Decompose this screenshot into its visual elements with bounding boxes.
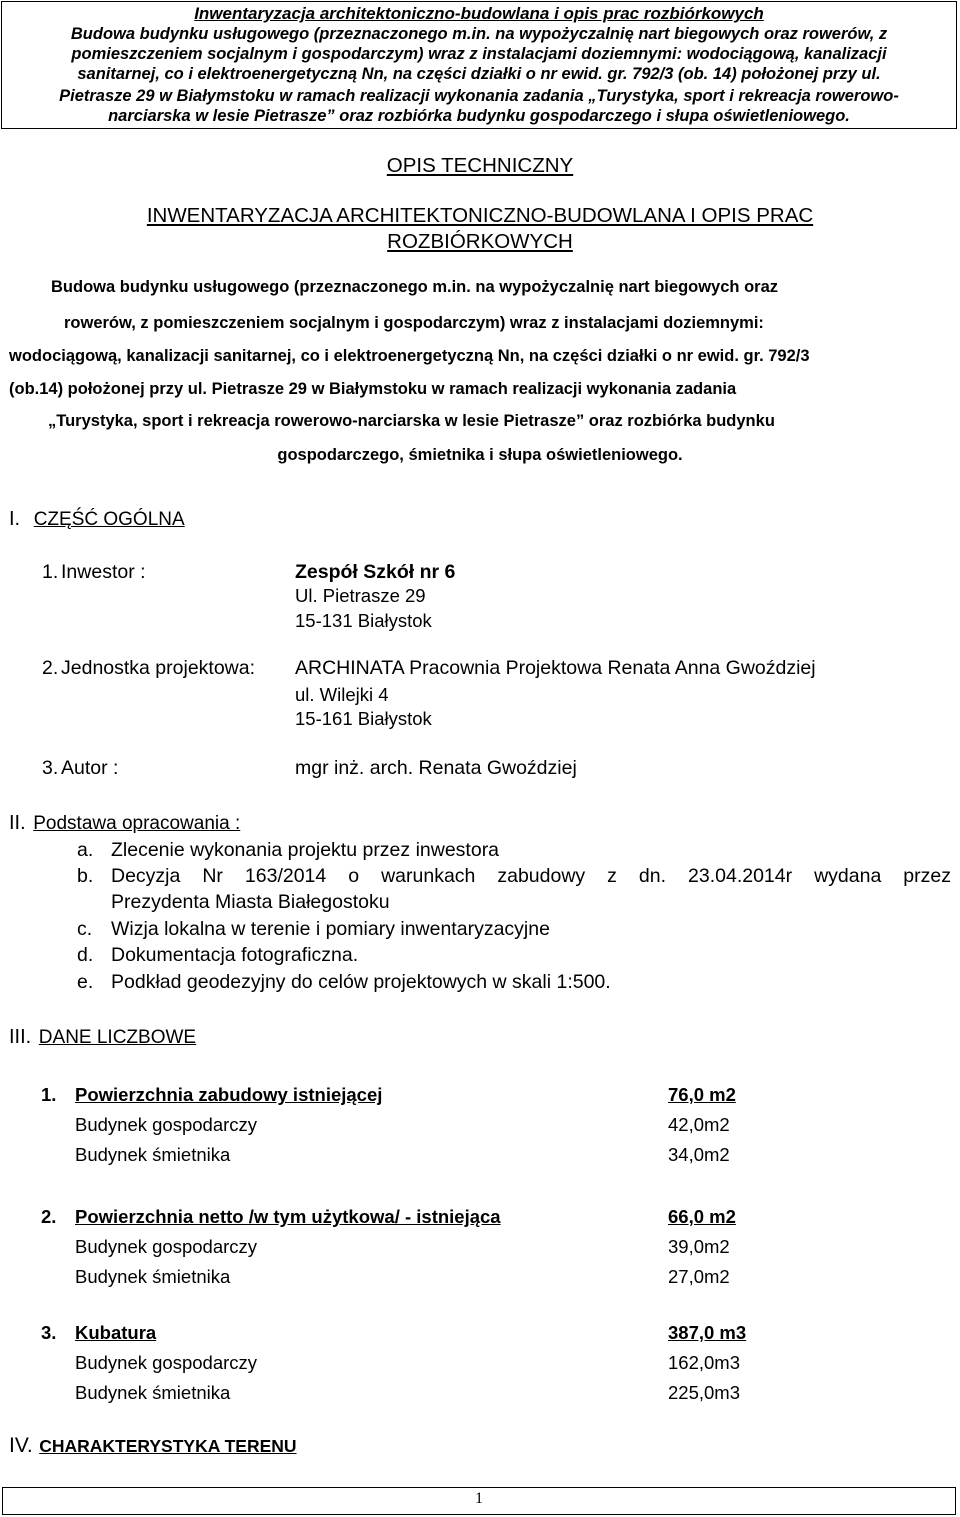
row-label: Budynek śmietnika	[75, 1382, 231, 1403]
group-number: 1.	[41, 1084, 57, 1105]
list-item: Wizja lokalna w terenie i pomiary inwentaryzacyjne	[111, 918, 550, 940]
row-label: Budynek gospodarczy	[75, 1352, 258, 1373]
row-label: Budynek gospodarczy	[75, 1236, 258, 1257]
list-item: Podkład geodezyjny do celów projektowych w skali 1:500.	[111, 971, 611, 993]
intro-line: wodociągową, kanalizacji sanitarnej, co i elektroenergetyczną Nn, na części działki o nr ewid. gr. 792/3	[9, 347, 810, 365]
list-letter: b.	[77, 865, 94, 887]
list-item: Zlecenie wykonania projektu przez inwestora	[111, 839, 500, 861]
list-item: Dokumentacja fotograficzna.	[111, 944, 359, 966]
header-line: sanitarnej, co i elektroenergetyczną Nn, na części działki o nr ewid. gr. 792/3 (ob. 14) położonej przy ul.	[77, 65, 881, 83]
investor-city: 15-131 Białystok	[295, 610, 432, 631]
item-label: Autor :	[61, 757, 119, 779]
section-title: DANE LICZBOWE	[38, 1027, 197, 1048]
row-value: 42,0m2	[668, 1114, 730, 1135]
group-total: 387,0 m3	[668, 1322, 747, 1343]
design-office-city: 15-161 Białystok	[295, 708, 432, 729]
item-number: 1.	[42, 561, 59, 583]
section-numeral: I.	[9, 508, 21, 530]
section-heading	[9, 1434, 297, 1458]
group-title: Powierzchnia netto /w tym użytkowa/ - istniejąca	[75, 1206, 501, 1227]
section-title: CZĘŚĆ OGÓLNA	[33, 509, 185, 530]
row-label: Budynek gospodarczy	[75, 1114, 258, 1135]
row-value: 39,0m2	[668, 1236, 730, 1257]
group-title: Powierzchnia zabudowy istniejącej	[75, 1084, 383, 1105]
document-subtitle: INWENTARYZACJA ARCHITEKTONICZNO-BUDOWLANA I OPIS PRAC	[146, 204, 814, 227]
section-heading	[9, 812, 240, 835]
item-number: 2.	[42, 657, 59, 679]
page-number: 1	[475, 1490, 483, 1507]
group-number: 2.	[41, 1206, 57, 1227]
intro-line: rowerów, z pomieszczeniem socjalnym i gospodarczym) wraz z instalacjami doziemnymi:	[64, 314, 764, 332]
investor-name: Zespół Szkół nr 6	[295, 561, 456, 583]
investor-address: Ul. Pietrasze 29	[295, 585, 426, 606]
header-line: pomieszczeniem socjalnym i gospodarczym) wraz z instalacjami doziemnymi: wodociągową, kanalizacji	[71, 45, 887, 63]
list-item: Decyzja Nr 163/2014 o warunkach zabudowy z dn. 23.04.2014r wydana przez	[111, 865, 951, 887]
header-line: Budowa budynku usługowego (przeznaczonego m.in. na wypożyczalnię nart biegowych oraz rowerów, z	[70, 25, 888, 43]
row-value: 34,0m2	[668, 1144, 730, 1165]
group-title: Kubatura	[75, 1322, 157, 1343]
group-total: 66,0 m2	[668, 1206, 736, 1227]
design-office-address: ul. Wilejki 4	[295, 684, 389, 705]
row-value: 162,0m3	[668, 1352, 740, 1373]
header-title: Inwentaryzacja architektoniczno-budowlana i opis prac rozbiórkowych	[194, 4, 764, 23]
row-label: Budynek śmietnika	[75, 1144, 231, 1165]
row-label: Budynek śmietnika	[75, 1266, 231, 1287]
intro-line: gospodarczego, śmietnika i słupa oświetleniowego.	[277, 446, 683, 464]
item-label: Jednostka projektowa:	[61, 657, 256, 679]
row-value: 225,0m3	[668, 1382, 740, 1403]
section-numeral: III.	[9, 1026, 32, 1048]
group-total: 76,0 m2	[668, 1084, 736, 1105]
header-line: narciarska w lesie Pietrasze” oraz rozbiórka budynku gospodarczego i słupa oświetleniowego.	[108, 107, 850, 125]
section-numeral: II.	[9, 812, 26, 834]
author-name: mgr inż. arch. Renata Gwoździej	[295, 757, 577, 779]
section-numeral: IV.	[9, 1434, 33, 1457]
item-number: 3.	[42, 757, 59, 779]
section-heading	[9, 1026, 196, 1049]
list-letter: a.	[77, 839, 94, 861]
list-item-continuation: Prezydenta Miasta Białegostoku	[111, 891, 390, 913]
intro-line: „Turystyka, sport i rekreacja rowerowo-narciarska w lesie Pietrasze” oraz rozbiórka budynku	[48, 412, 775, 430]
section-heading	[9, 508, 185, 531]
section-title: Podstawa opracowania :	[33, 813, 241, 834]
design-office-name: ARCHINATA Pracownia Projektowa Renata Anna Gwoździej	[295, 657, 816, 679]
document-title: OPIS TECHNICZNY	[386, 154, 574, 177]
document-subtitle: ROZBIÓRKOWYCH	[387, 230, 573, 253]
list-letter: e.	[77, 971, 94, 993]
list-letter: d.	[77, 944, 94, 966]
intro-line: Budowa budynku usługowego (przeznaczonego m.in. na wypożyczalnię nart biegowych oraz	[51, 278, 778, 296]
header-line: Pietrasze 29 w Białymstoku w ramach realizacji wykonania zadania „Turystyka, sport i rekreacja rowerowo-	[59, 87, 899, 105]
row-value: 27,0m2	[668, 1266, 730, 1287]
group-number: 3.	[41, 1322, 57, 1343]
intro-line: (ob.14) położonej przy ul. Pietrasze 29 w Białymstoku w ramach realizacji wykonania zadania	[9, 380, 737, 398]
section-title: CHARAKTERYSTYKA TERENU	[39, 1436, 297, 1456]
list-letter: c.	[77, 918, 93, 940]
item-label: Inwestor :	[61, 561, 146, 583]
